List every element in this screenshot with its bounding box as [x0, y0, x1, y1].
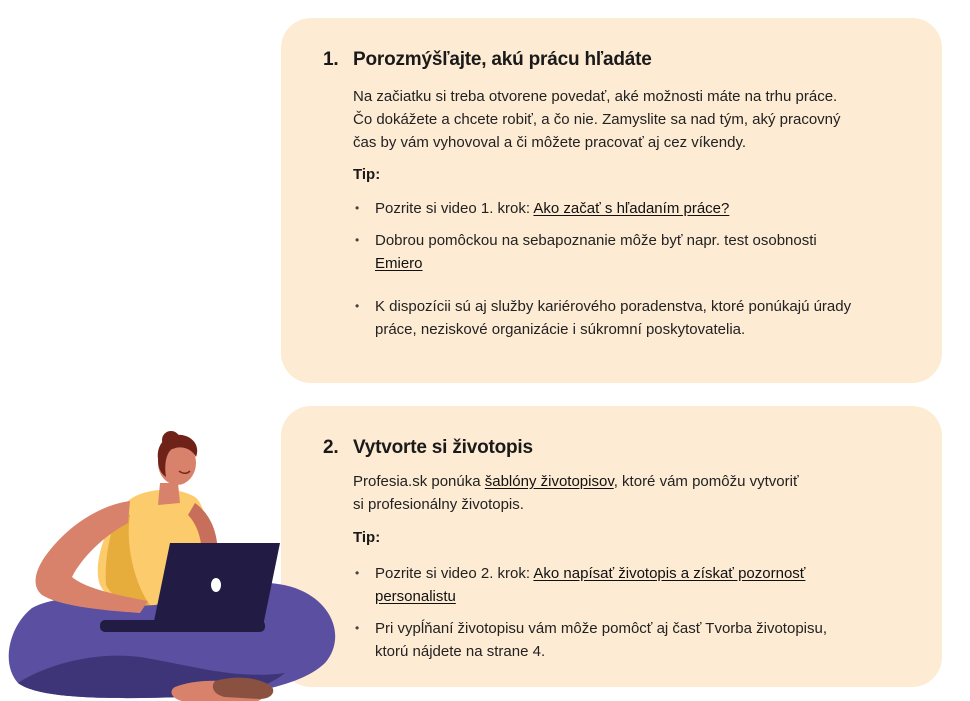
bullet-text: Pri vypĺňaní životopisu vám môže pomôcť aj časť Tvorba životopisu, — [375, 620, 827, 637]
laptop-logo-icon — [211, 578, 221, 592]
step-1-heading — [323, 49, 652, 71]
hair-bun — [162, 431, 180, 449]
step-1-intro-line: Čo dokážete a chcete robiť, a čo nie. Zamyslite sa nad tým, aký pracovný — [353, 111, 841, 128]
bullet-text: Dobrou pomôckou na sebapoznanie môže byť napr. test osobnosti — [375, 232, 817, 249]
neck-shape — [158, 483, 180, 505]
laptop-base — [100, 620, 265, 632]
step-2-title: Vytvorte si životopis — [353, 437, 533, 458]
step-2-intro-text: si profesionálny životopis. — [353, 496, 524, 513]
step-2-bullet-video — [353, 562, 805, 608]
step-1-tip-label: Tip: — [353, 166, 381, 183]
step-1-intro-line: čas by vám vyhovoval a či môžete pracovať aj cez víkendy. — [353, 134, 747, 151]
bullet-dot-icon: • — [355, 201, 360, 215]
step-1-number: 1. — [323, 49, 339, 70]
bullet-dot-icon: • — [355, 299, 360, 313]
step-2-tip-label: Tip: — [353, 529, 381, 546]
step-2-intro — [353, 470, 799, 516]
video-2-link[interactable]: Ako napísať životopis a získať pozornosť — [533, 565, 806, 582]
bullet-text: Pozrite si video 1. krok: — [375, 200, 534, 217]
step-2-card — [281, 406, 942, 687]
step-1-intro-line: Na začiatku si treba otvorene povedať, aké možnosti máte na trhu práce. — [353, 88, 838, 105]
bullet-text: Pozrite si video 2. krok: — [375, 565, 534, 582]
woman-with-laptop-illustration — [0, 425, 345, 701]
bullet-dot-icon: • — [355, 621, 360, 635]
step-1-title: Porozmýšľajte, akú prácu hľadáte — [353, 49, 652, 70]
step-1-bullet-test — [353, 229, 817, 275]
step-1-intro — [353, 85, 841, 154]
step-1-bullet-video — [353, 197, 729, 220]
video-2-link-continued[interactable]: personalistu — [375, 588, 456, 605]
step-1-card — [281, 18, 942, 383]
step-2-intro-text: , ktoré vám pomôžu vytvoriť — [613, 473, 799, 490]
bullet-text: práce, neziskové organizácie i súkromní poskytovatelia. — [375, 321, 746, 338]
bullet-text: ktorú nájdete na strane 4. — [375, 643, 546, 660]
video-1-link[interactable]: Ako začať s hľadaním práce? — [533, 200, 730, 217]
step-2-bullet-cv-section — [353, 617, 827, 663]
emiero-link[interactable]: Emiero — [375, 255, 423, 272]
bullet-dot-icon: • — [355, 233, 360, 247]
step-2-heading — [323, 437, 533, 459]
bullet-dot-icon: • — [355, 566, 360, 580]
step-2-intro-text: Profesia.sk ponúka — [353, 473, 485, 490]
step-2-number: 2. — [323, 437, 339, 458]
cv-templates-link[interactable]: šablóny životopisov — [484, 473, 614, 490]
bullet-text: K dispozícii sú aj služby kariérového poradenstva, ktoré ponúkajú úrady — [375, 298, 852, 315]
step-1-bullet-career — [353, 295, 851, 341]
